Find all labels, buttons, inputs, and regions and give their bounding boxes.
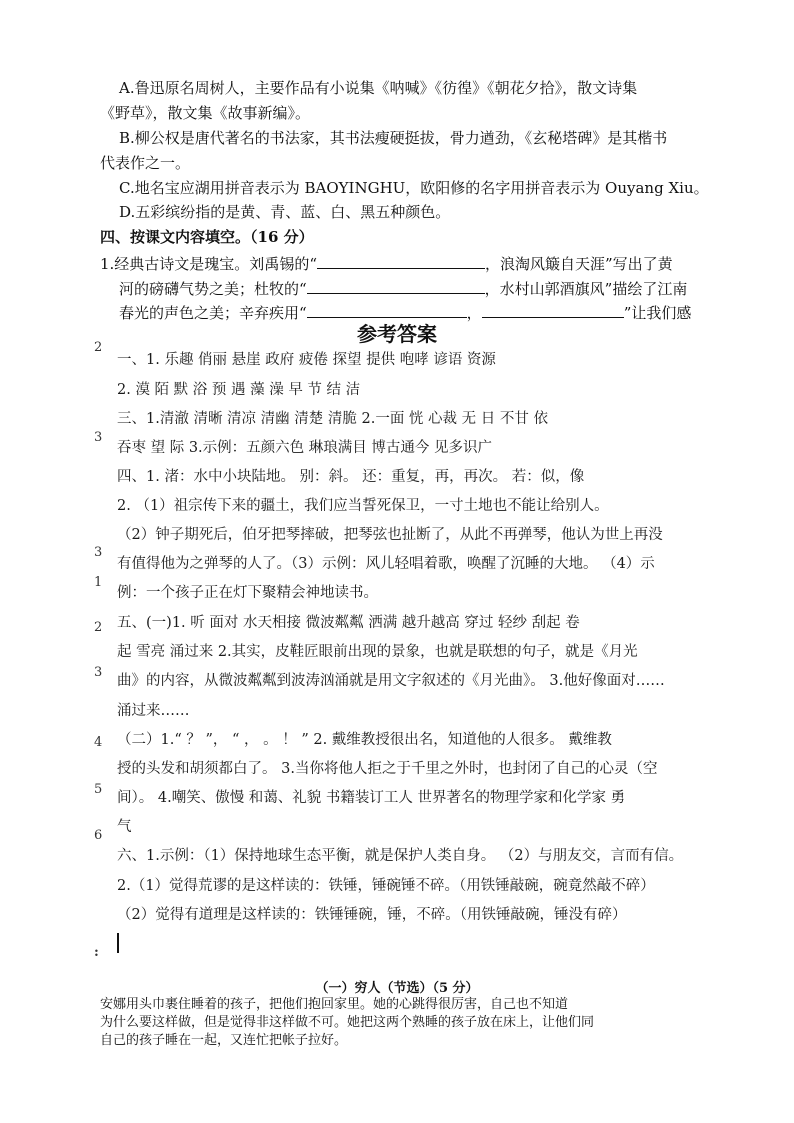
answer-line: 一、1. 乐趣 俏丽 悬崖 政府 疲倦 探望 提供 咆哮 谚语 资源 — [117, 352, 496, 368]
edge-mark: 1 — [94, 575, 103, 590]
answer-line: 2. （1）祖宗传下来的疆土，我们应当誓死保卫，一寸土地也不能让给别人。 — [117, 498, 609, 514]
blank — [307, 277, 485, 294]
option-c: C.地名宝应湖用拼音表示为 BAOYINGHU，欧阳修的名字用拼音表示为 Ouyang Xiu。 — [119, 179, 709, 197]
answer-line: 曲》的内容，从微波粼粼到波涛汹涌就是用文字叙述的《月光曲》。 3.他好像面对…… — [117, 673, 665, 689]
option-b-line1: B.柳公权是唐代著名的书法家，其书法瘦硬挺拔，骨力遒劲，《玄秘塔碑》是其楷书 — [119, 129, 668, 147]
answer-line: 六、1.示例：（1）保持地球生态平衡，就是保护人类自身。 （2）与朋友交，言而有信。 — [117, 848, 684, 864]
blank — [317, 252, 485, 269]
answer-line: 吞枣 望 际 3.示例：五颜六色 琳琅满目 博古通今 见多识广 — [117, 440, 492, 456]
fill-text: 1.经典古诗文是瑰宝。刘禹锡的“ — [100, 255, 317, 273]
edge-mark: : — [94, 945, 99, 960]
answer-line: 起 雪亮 涌过来 2.其实，皮鞋匠眼前出现的景象，也就是联想的句子，就是《月光 — [117, 644, 638, 660]
edge-mark: 3 — [94, 430, 103, 445]
edge-mark: 3 — [94, 665, 103, 680]
edge-mark: 2 — [94, 340, 103, 355]
option-b-line2: 代表作之一。 — [100, 154, 191, 172]
edge-mark: 6 — [94, 828, 103, 843]
answer-line: （二）1.“ ？ ”， “ ， 。 ！ ” 2. 戴维教授很出名，知道他的人很多。 戴维教 — [117, 732, 612, 748]
answer-line: 例：一个孩子正在灯下聚精会神地读书。 — [117, 585, 378, 601]
option-a-line2: 《野草》，散文集《故事新编》。 — [100, 104, 311, 122]
answer-line: 有值得他为之弹琴的人了。（3）示例：风儿轻唱着歌，唤醒了沉睡的大地。 （4）示 — [117, 556, 655, 572]
section4-heading: 四、按课文内容填空。（16 分） — [100, 228, 314, 246]
blank — [482, 301, 624, 318]
reading-title: （一）穷人（节选）（5 分） — [315, 981, 479, 996]
text-cursor — [117, 933, 119, 953]
fill-text: 春光的声色之美；辛弃疾用“ — [119, 304, 307, 322]
fill-text: ，水村山郭酒旗风”描绘了江南 — [484, 280, 688, 298]
fill-text: 河的磅礴气势之美；杜牧的“ — [119, 280, 307, 298]
answer-line: 气 — [117, 819, 132, 835]
answer-line: 四、1. 渚：水中小块陆地。 别：斜。 还：重复，再，再次。 若：似，像 — [117, 469, 585, 485]
answer-line: 间）。 4.嘲笑、傲慢 和蔼、礼貌 书籍装订工人 世界著名的物理学家和化学家 勇 — [117, 790, 626, 806]
fill-text: ，浪淘风簸自天涯”写出了黄 — [484, 255, 673, 273]
option-d: D.五彩缤纷指的是黄、青、蓝、白、黑五种颜色。 — [119, 203, 451, 221]
blank — [307, 301, 467, 318]
reading-para-line: 自己的孩子睡在一起，又连忙把帐子拉好。 — [100, 1033, 348, 1048]
option-a-line1: A.鲁迅原名周树人，主要作品有小说集《呐喊》《彷徨》《朝花夕拾》，散文诗集 — [119, 79, 638, 97]
answer-line: 2.（1）觉得荒谬的是这样读的：铁锤，锤碗锤不碎。（用铁锤敲碗，碗竟然敲不碎） — [117, 878, 655, 894]
reading-para-line: 安娜用头巾裹住睡着的孩子，把他们抱回家里。她的心跳得很厉害，自己也不知道 — [100, 997, 569, 1012]
answer-line: 2. 漠 陌 默 浴 预 遇 藻 澡 早 节 结 洁 — [117, 382, 361, 398]
answer-line: 涌过来…… — [117, 703, 190, 719]
edge-mark: 3 — [94, 545, 103, 560]
edge-mark: 5 — [94, 782, 103, 797]
fill-line-2 — [119, 277, 687, 299]
answer-line: （2）觉得有道理是这样读的：铁锤锤碗，锤，不碎。（用铁锤敲碗，锤没有碎） — [117, 907, 627, 923]
edge-mark: 2 — [94, 620, 103, 635]
answer-line: 授的头发和胡须都白了。 3.当你将他人拒之于千里之外时，也封闭了自己的心灵（空 — [117, 761, 658, 777]
fill-line-1 — [100, 252, 673, 274]
fill-text: ”让我们感 — [623, 304, 692, 322]
edge-mark: 4 — [94, 735, 103, 750]
reading-para-line: 为什么要这样做，但是觉得非这样做不可。她把这两个熟睡的孩子放在床上，让他们同 — [100, 1015, 595, 1030]
answer-line: 三、1.清澈 清晰 清凉 清幽 清楚 清脆 2.一面 恍 心裁 无 日 不甘 依 — [117, 411, 548, 427]
answer-key-title: 参考答案 — [357, 322, 437, 346]
fill-text: ， — [466, 304, 482, 322]
answer-line: （2）钟子期死后，伯牙把琴摔破，把琴弦也扯断了，从此不再弹琴，他认为世上再没 — [117, 527, 663, 543]
answer-line: 五、(一)1. 听 面对 水天相接 微波粼粼 洒满 越升越高 穿过 轻纱 刮起 卷 — [117, 615, 580, 631]
